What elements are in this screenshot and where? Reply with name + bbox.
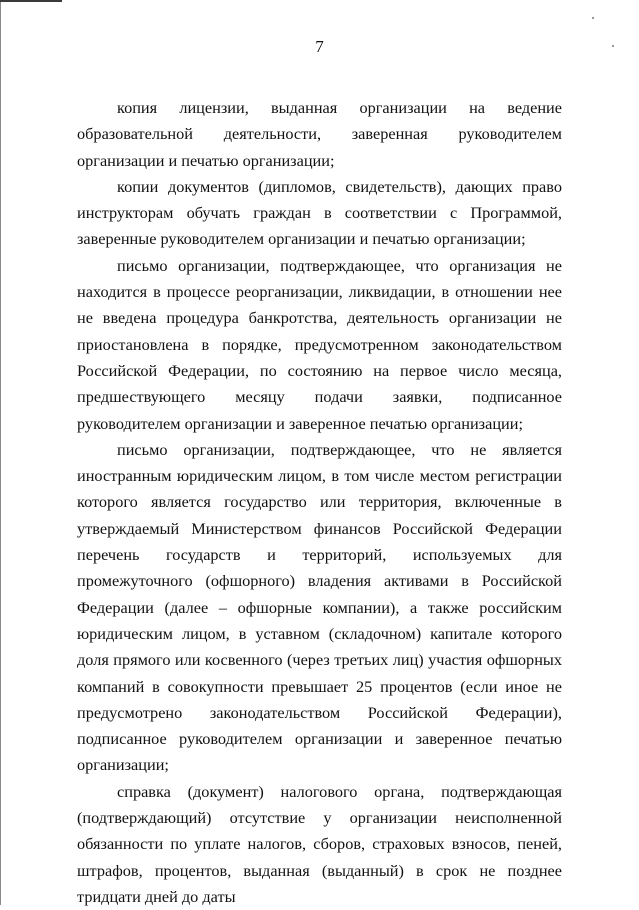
document-body — [77, 95, 562, 910]
paragraph-offshore-letter: письмо организации, подтверждающее, что не является иностранным юридическим лицом, в том числе местом регистрации которого является государство или территория, включенные в утверждаемый Министерством финансов Российской Федерации перечень государств и территорий, используемых для промежуточного (офшорного) владения активами в Российской Федерации (далее – офшорные компании), а также российским юридическим лицом, в уставном (складочном) капитале которого доля прямого или косвенного (через третьих лиц) участия офшорных компаний в совокупности превышает 25 процентов (если иное не предусмотрено законодательством Российской Федерации), подписанное руководителем организации и заверенное печатью организации; — [77, 439, 562, 775]
scan-edge-top — [0, 0, 62, 2]
paragraph-reorganization-letter: письмо организации, подтверждающее, что организация не находится в процессе реорганизации, ликвидации, в отношении нее не введена процедура банкротства, деятельность организации не приостановлена в порядке, предусмотренном законодательством Российской Федерации, по состоянию на первое число месяца, предшествующего месяцу подачи заявки, подписанное руководителем организации и заверенное печатью организации; — [77, 255, 562, 433]
page-number: 7 — [315, 37, 324, 56]
scan-speck — [592, 17, 594, 19]
paragraph-license-copy: копия лицензии, выданная организации на ведение образовательной деятельности, заверенная руководителем организации и печатью организации; — [77, 98, 562, 170]
paragraph-tax-certificate: справка (документ) налогового органа, подтверждающая (подтверждающий) отсутствие у организации неисполненной обязанности по уплате налогов, сборов, страховых взносов, пеней, штрафов, процентов, выданная (выданный) в срок не позднее тридцати дней до даты — [77, 781, 562, 906]
scan-edge-left — [0, 2, 1, 905]
paragraph-instructor-documents: копии документов (дипломов, свидетельств), дающих право инструкторам обучать граждан в соответствии с Программой, заверенные руководителем организации и печатью организации; — [77, 176, 562, 249]
scan-speck — [612, 45, 614, 47]
